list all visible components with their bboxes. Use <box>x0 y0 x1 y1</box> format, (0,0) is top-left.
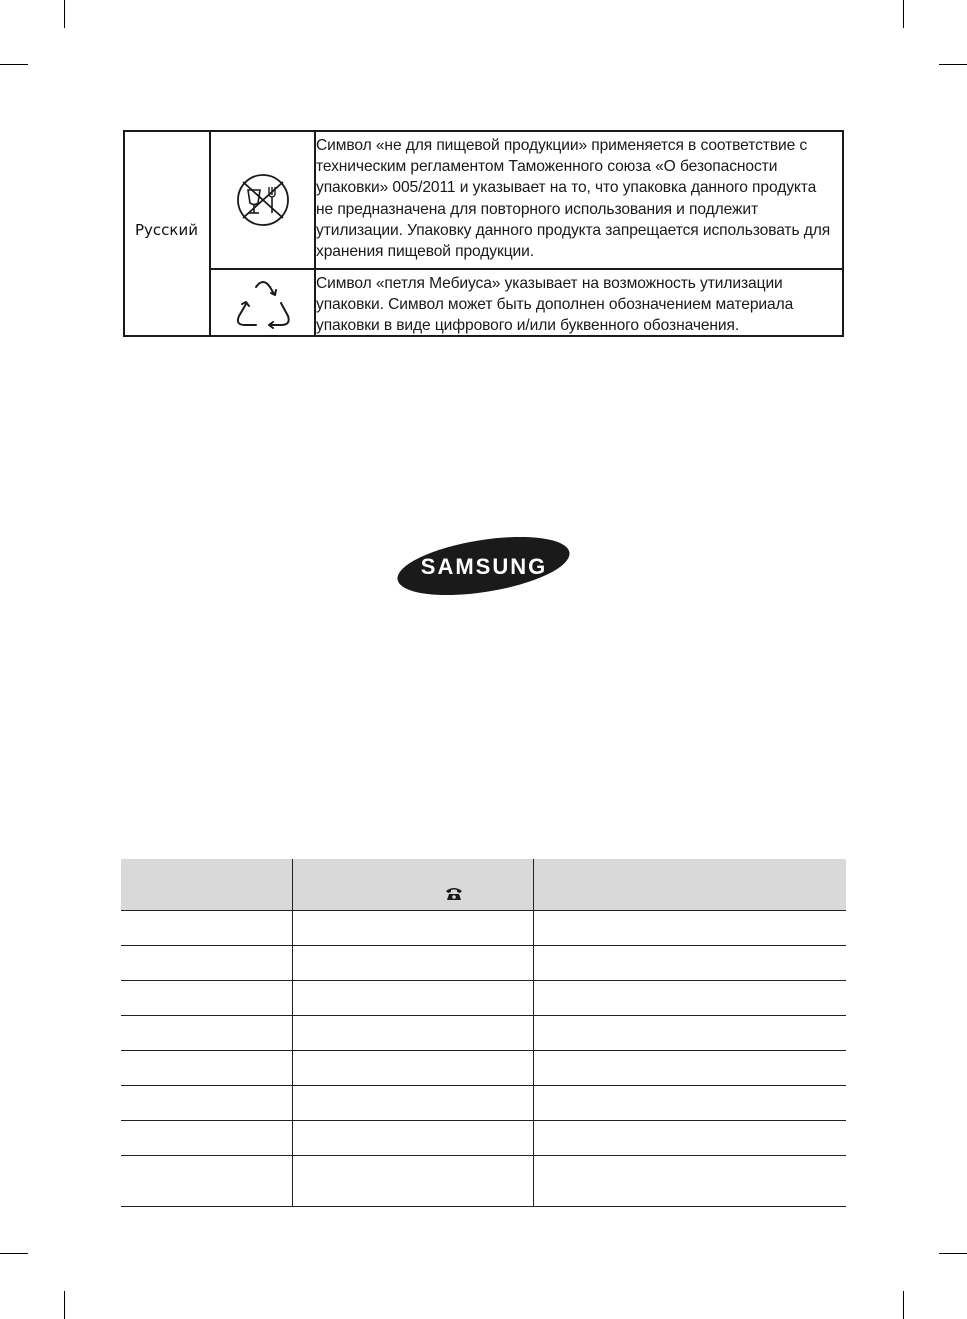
symbol-icon-cell <box>211 270 316 337</box>
table-cell <box>293 946 534 980</box>
crop-mark <box>64 0 65 28</box>
table-cell <box>534 981 846 1015</box>
table-cell <box>534 946 846 980</box>
table-cell <box>293 1156 534 1206</box>
table-cell <box>534 1086 846 1120</box>
svg-text:SAMSUNG: SAMSUNG <box>420 554 548 579</box>
crop-mark <box>903 1291 904 1319</box>
table-row <box>121 911 846 946</box>
language-label: Русский <box>135 221 198 239</box>
crop-mark <box>903 0 904 28</box>
samsung-logo <box>397 537 570 595</box>
header-cell <box>534 859 846 910</box>
table-row <box>121 1156 846 1207</box>
mobius-loop-text: Символ «петля Мебиуса» указывает на возможность утилизации упаковки. Символ может быть дополнен обозначением материала упаковки в виде цифрового и/или буквенного обозначения. <box>316 275 794 335</box>
table-cell <box>121 911 293 945</box>
table-cell <box>534 911 846 945</box>
not-for-food-text: Символ «не для пищевой продукции» применяется в соответствие с техническим регламентом Таможенного союза «О безопасности упаковки» 005/2011 и указывает на то, что упаковка данного продукта не предназначена для повторного использования и подлежит утилизации. Упаковку данного продукта запрещается использовать для хранения пищевой продукции. <box>316 137 831 261</box>
table-cell <box>121 1121 293 1155</box>
table-cell <box>534 1121 846 1155</box>
crop-mark <box>939 64 967 65</box>
table-cell <box>121 1051 293 1085</box>
table-cell <box>293 1086 534 1120</box>
table-row <box>121 981 846 1016</box>
header-cell <box>121 859 293 910</box>
table-cell <box>121 1086 293 1120</box>
symbols-table <box>123 130 844 337</box>
symbol-icon-cell <box>211 132 316 268</box>
crop-mark <box>939 1253 967 1254</box>
table-row <box>121 1121 846 1156</box>
table-cell <box>121 1156 293 1206</box>
table-row <box>121 1086 846 1121</box>
language-cell <box>125 132 211 335</box>
crop-mark <box>0 64 28 65</box>
table-cell <box>534 1051 846 1085</box>
table-row <box>121 1051 846 1086</box>
contact-table <box>121 859 846 1207</box>
table-cell <box>121 946 293 980</box>
not-for-food-icon <box>235 173 291 227</box>
table-cell <box>293 1016 534 1050</box>
table-cell <box>534 1016 846 1050</box>
table-cell <box>293 911 534 945</box>
table-header-row <box>121 859 846 911</box>
table-cell <box>534 1156 846 1206</box>
phone-icon <box>445 886 463 901</box>
table-cell <box>293 1121 534 1155</box>
crop-mark <box>64 1291 65 1319</box>
table-cell <box>293 981 534 1015</box>
crop-mark <box>0 1253 28 1254</box>
table-cell <box>121 1016 293 1050</box>
header-cell <box>293 859 534 910</box>
table-cell <box>121 981 293 1015</box>
table-row <box>121 1016 846 1051</box>
table-cell <box>293 1051 534 1085</box>
table-row <box>121 946 846 981</box>
mobius-loop-icon <box>235 279 291 329</box>
